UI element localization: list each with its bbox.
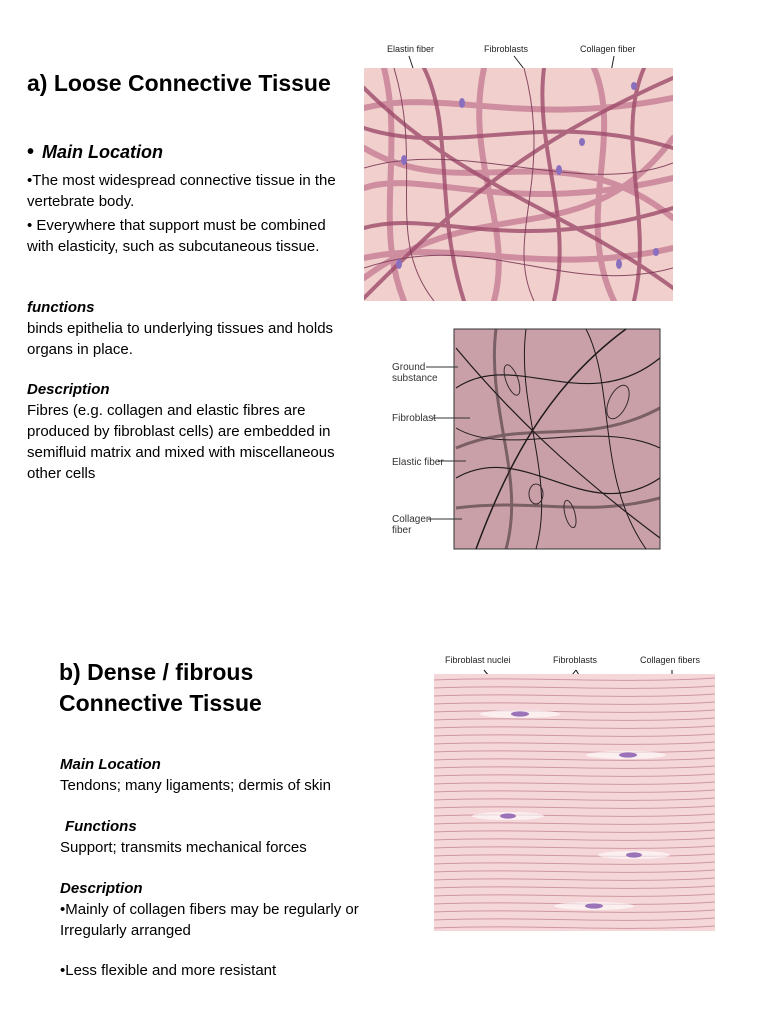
- main-location-label: Main Location: [42, 142, 164, 162]
- section-b-main-location-heading: Main Location: [60, 756, 161, 773]
- section-a-para1: •The most widespread connective tissue in the vertebrate body.: [27, 172, 336, 210]
- micrograph-label-elastin: Elastin fiber: [387, 44, 435, 54]
- bullet-dot: •: [27, 141, 35, 163]
- section-b-title: b) Dense / fibrous Connective Tissue: [59, 659, 262, 716]
- diagram-label-fibroblast: Fibroblast: [392, 413, 436, 424]
- loose-tissue-diagram: [386, 328, 664, 552]
- diagram-label-collagen-fiber: Collagen fiber: [392, 514, 432, 536]
- section-a-description-heading: Description: [27, 381, 110, 398]
- diagram-label-ground-substance: Ground substance: [392, 362, 438, 384]
- section-a-para2: • Everywhere that support must be combined with elasticity, such as subcutaneous tissue.: [27, 217, 326, 255]
- section-b-functions-heading: Functions: [65, 818, 137, 835]
- section-b-functions-text: Support; transmits mechanical forces: [60, 839, 307, 856]
- dense-label-fibroblasts: Fibroblasts: [553, 655, 598, 665]
- section-b-description-bullet-1: •Mainly of collagen fibers may be regularly or Irregularly arranged: [60, 901, 359, 939]
- section-b-description-bullet-2: •Less flexible and more resistant: [60, 962, 277, 979]
- section-a-functions-heading: functions: [27, 299, 95, 316]
- dense-label-fibroblast-nuclei: Fibroblast nuclei: [445, 655, 511, 665]
- diagram-label-elastic-fiber: Elastic fiber: [392, 457, 444, 468]
- section-a-functions-text: binds epithelia to underlying tissues and holds organs in place.: [27, 320, 334, 358]
- section-a-description-text: Fibres (e.g. collagen and elastic fibres are produced by fibroblast cells) are embedded in semifluid matrix and mixed with miscellaneous other cells: [27, 402, 335, 482]
- dense-label-collagen-fibers: Collagen fibers: [640, 655, 701, 665]
- section-a-main-location-heading: [27, 141, 163, 164]
- section-b-main-location-text: Tendons; many ligaments; dermis of skin: [60, 777, 331, 794]
- loose-tissue-micrograph: [364, 68, 673, 301]
- micrograph-label-fibroblasts: Fibroblasts: [484, 44, 529, 54]
- section-b-description-heading: Description: [60, 880, 143, 897]
- section-a-title: a) Loose Connective Tissue: [27, 70, 331, 96]
- micrograph-label-collagen: Collagen fiber: [580, 44, 636, 54]
- dense-tissue-micrograph: [434, 674, 715, 931]
